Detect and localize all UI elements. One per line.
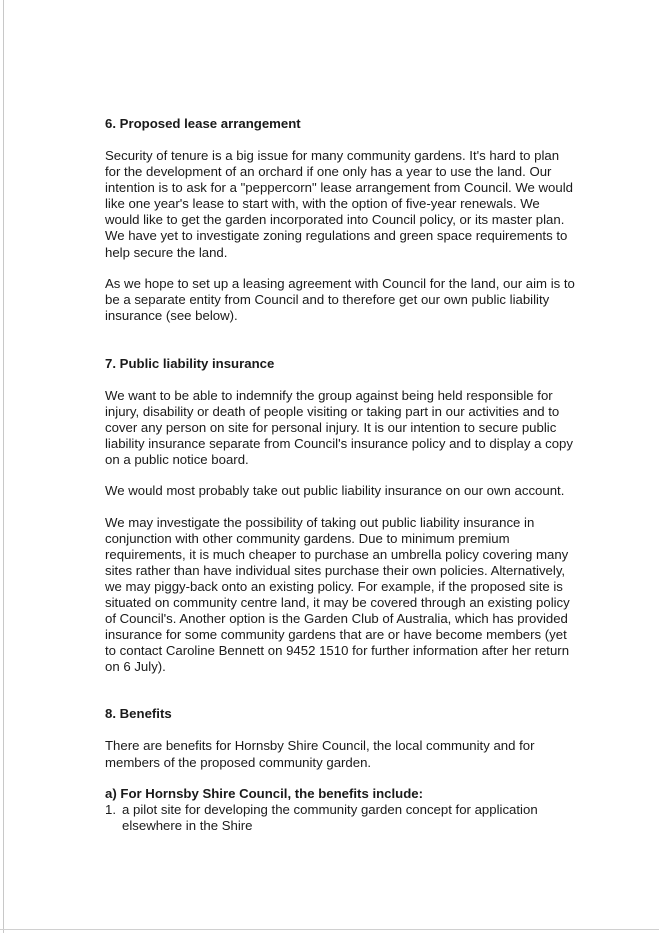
list-item-number: 1.: [105, 801, 116, 817]
list-item: [105, 802, 575, 834]
paragraph: Security of tenure is a big issue for many community gardens. It's hard to plan for the development of an orchard if one only has a year to use the land. Our intention is to ask for a "peppercorn" lease arrangement from Council. We would like one year's lease to start with, with the option of five-year renewals. We would like to get the garden incorporated into Council policy, or its master plan. We have yet to investigate zoning regulations and green space requirements to help secure the land.: [105, 148, 573, 260]
section-heading: 6. Proposed lease arrangement: [105, 116, 301, 131]
section-heading: 7. Public liability insurance: [105, 355, 275, 371]
page-edge-bottom: [0, 929, 659, 930]
section-public-liability: [105, 356, 575, 676]
paragraph: We may investigate the possibility of taking out public liability insurance in conjunction with other community gardens. Due to minimum premium requirements, it is much cheaper to purchase an umbrella policy covering many sites rather than have individual sites purchase their own policies. Alternatively, we may piggy-back onto an existing policy. For example, if the proposed site is situated on community centre land, it may be covered through an existing policy of Council's. Another option is the Garden Club of Australia, which has provided insurance for some community gardens that are or have become members (yet to contact Caroline Bennett on 9452 1510 for further information after her return on 6 July).: [105, 514, 570, 675]
subsection-council-benefits: [105, 786, 575, 834]
document-body: [105, 116, 575, 834]
subsection-heading: a) For Hornsby Shire Council, the benefits include:: [105, 785, 424, 801]
list-item-text: a pilot site for developing the community garden concept for application elsewhere in the Shire: [122, 801, 538, 833]
page-edge-left: [3, 0, 4, 933]
benefits-list: [105, 802, 575, 834]
paragraph: As we hope to set up a leasing agreement with Council for the land, our aim is to be a separate entity from Council and to therefore get our own public liability insurance (see below).: [105, 275, 575, 323]
paragraph: We would most probably take out public liability insurance on our own account.: [105, 483, 565, 499]
paragraph: We want to be able to indemnify the group against being held responsible for injury, disability or death of people visiting or taking part in our activities and to cover any person on site for personal injury. It is our intention to secure public liability insurance separate from Council's insurance policy and to display a copy on a public notice board.: [105, 387, 573, 468]
section-heading: 8. Benefits: [105, 706, 172, 722]
section-benefits: [105, 706, 575, 833]
paragraph: There are benefits for Hornsby Shire Council, the local community and for members of the proposed community garden.: [105, 738, 535, 770]
section-proposed-lease: [105, 116, 575, 324]
